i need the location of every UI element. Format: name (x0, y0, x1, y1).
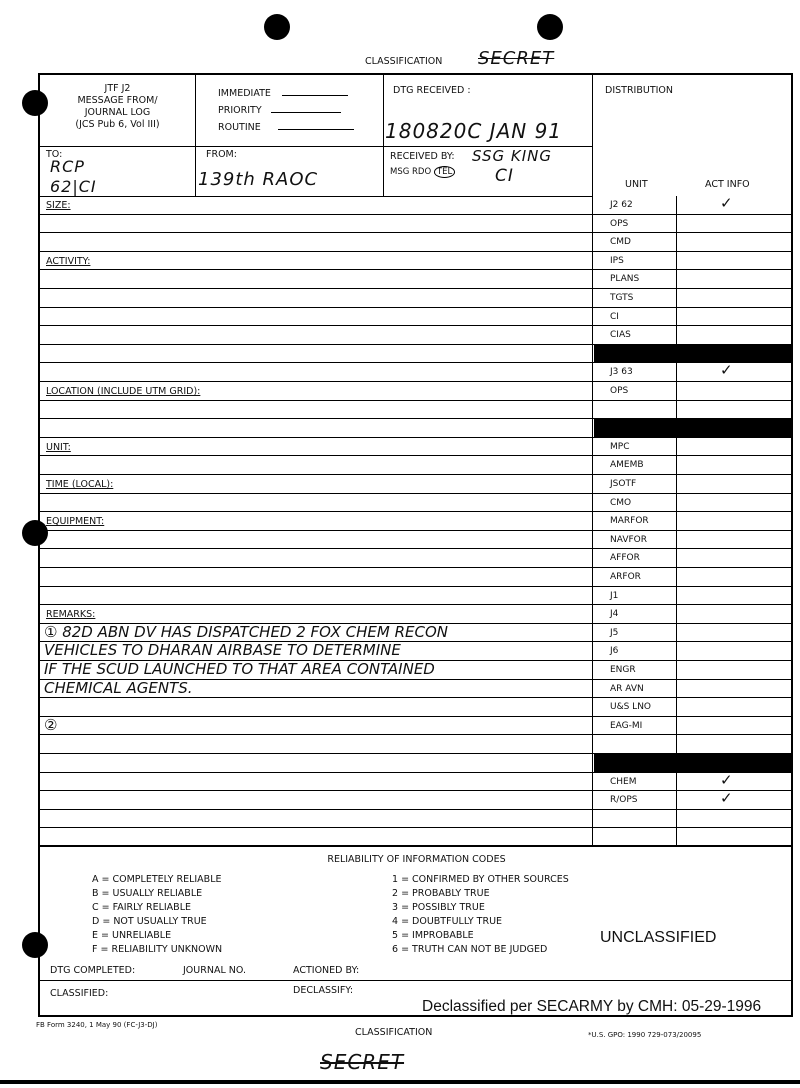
distribution-unit: EAG-MI (610, 720, 643, 731)
log-row (40, 363, 793, 382)
log-row (40, 791, 793, 810)
top-classification-handwritten: SECRET (478, 48, 555, 69)
reliability-number-codes: 1 = CONFIRMED BY OTHER SOURCES 2 = PROBABLY TRUE 3 = POSSIBLY TRUE 4 = DOUBTFULLY TRUE 5 = IMPROBABLE 6 = TRUTH CAN NOT BE JUDGED (392, 874, 569, 955)
field-label: ACTIVITY: (46, 255, 91, 267)
log-row (40, 289, 793, 308)
punch-hole (264, 14, 290, 40)
log-row (40, 587, 793, 606)
distribution-unit: IPS (610, 255, 624, 266)
tel-circled[interactable]: TEL (434, 166, 455, 178)
log-row (40, 512, 793, 531)
blackout-bar (594, 345, 793, 363)
message-form (38, 73, 793, 1017)
log-row (40, 419, 793, 438)
distribution-unit: AR AVN (610, 683, 644, 694)
to-value[interactable]: RCP (50, 157, 85, 176)
distribution-unit: J1 (610, 590, 619, 601)
received-by-value[interactable]: SSG KING (472, 147, 553, 165)
distribution-unit: OPS (610, 386, 629, 396)
to-value-unit[interactable]: 62|CI (50, 177, 97, 196)
field-label: LOCATION (INCLUDE UTM GRID): (46, 386, 201, 397)
check-mark-icon[interactable]: ✓ (720, 361, 733, 380)
distribution-unit: J5 (610, 627, 619, 638)
declassification-note: Declassified per SECARMY by CMH: 05-29-1996 (422, 998, 762, 1015)
log-row (40, 308, 793, 327)
remarks-handwritten[interactable]: IF THE SCUD LAUNCHED TO THAT AREA CONTAINED (44, 662, 435, 677)
field-label: TIME (LOCAL): (46, 479, 114, 490)
distribution-unit: R/OPS (610, 795, 638, 806)
punch-hole (537, 14, 563, 40)
log-row (40, 680, 793, 699)
log-row (40, 494, 793, 513)
classified-label: CLASSIFIED: (50, 988, 109, 999)
check-mark-icon[interactable]: ✓ (720, 789, 733, 808)
bottom-classification-label: CLASSIFICATION (355, 1027, 433, 1038)
log-row (40, 475, 793, 494)
journal-no-label: JOURNAL NO. (183, 965, 246, 976)
log-row (40, 605, 793, 624)
reliability-letter-codes: A = COMPLETELY RELIABLE B = USUALLY RELIABLE C = FAIRLY RELIABLE D = NOT USUALLY TRUE E = UNRELIABLE F = RELIABILITY UNKNOWN (92, 874, 223, 955)
log-row (40, 568, 793, 587)
log-row (40, 549, 793, 568)
log-row (40, 215, 793, 234)
log-row (40, 810, 793, 829)
dtg-received-label: DTG RECEIVED : (393, 85, 471, 96)
distribution-unit: MPC (610, 441, 630, 452)
remarks-handwritten[interactable]: CHEMICAL AGENTS. (44, 680, 193, 696)
unclassified-stamp: UNCLASSIFIED (600, 929, 717, 946)
remarks-handwritten[interactable]: ① 82D ABN DV HAS DISPATCHED 2 FOX CHEM RECON (44, 624, 448, 640)
dtg-received-value[interactable]: 180820C JAN 91 (385, 119, 563, 143)
check-mark-icon[interactable]: ✓ (720, 770, 733, 789)
actioned-by-label: ACTIONED BY: (293, 965, 360, 976)
distribution-unit: J6 (610, 646, 619, 657)
distribution-unit: OPS (610, 218, 629, 229)
log-row (40, 196, 793, 215)
distribution-unit: JSOTF (610, 479, 637, 489)
log-row (40, 456, 793, 475)
distribution-unit: J2 62 (610, 200, 633, 210)
distribution-unit: NAVFOR (610, 534, 647, 545)
distribution-unit: J4 (610, 609, 619, 620)
msg-rdo-label: MSG RDO TEL (390, 167, 455, 177)
distribution-unit: CHEM (610, 776, 637, 787)
distribution-unit: AMEMB (610, 460, 644, 471)
remarks-handwritten[interactable]: VEHICLES TO DHARAN AIRBASE TO DETERMINE (44, 643, 401, 659)
from-value[interactable]: 139th RAOC (198, 169, 319, 190)
dtg-completed-label: DTG COMPLETED: (50, 965, 136, 976)
distribution-unit: ARFOR (610, 572, 641, 582)
field-label: SIZE: (46, 200, 71, 211)
distribution-unit: CI (610, 311, 619, 322)
distribution-unit: TGTS (610, 293, 634, 303)
bottom-classification-handwritten: SECRET (320, 1050, 405, 1074)
log-row (40, 642, 793, 661)
precedence-priority[interactable]: PRIORITY (218, 102, 354, 119)
distribution-unit: CMO (610, 497, 632, 508)
log-row (40, 735, 793, 754)
log-row (40, 661, 793, 680)
distribution-unit: AFFOR (610, 553, 640, 564)
log-row (40, 345, 793, 364)
log-row (40, 770, 793, 792)
precedence-routine[interactable]: ROUTINE (218, 119, 354, 136)
from-label: FROM: (206, 149, 237, 160)
gpo-note: *U.S. GPO: 1990 729-073/20095 (588, 1031, 702, 1039)
distribution-unit: MARFOR (610, 516, 649, 527)
distribution-unit: PLANS (610, 274, 640, 285)
log-row (40, 252, 793, 271)
log-row (40, 401, 793, 420)
log-row (40, 698, 793, 717)
to-label: TO: (46, 149, 63, 160)
distribution-unit: J3 63 (610, 367, 633, 378)
log-row (40, 624, 793, 643)
top-classification-label: CLASSIFICATION (365, 56, 443, 67)
distribution-unit: CMD (610, 237, 631, 248)
received-unit-value[interactable]: CI (495, 166, 514, 186)
form-id: FB Form 3240, 1 May 90 (FC-J3-DJ) (36, 1021, 158, 1029)
log-row (40, 717, 793, 736)
field-label: REMARKS: (46, 609, 96, 621)
precedence-options (218, 85, 354, 136)
precedence-immediate[interactable]: IMMEDIATE (218, 85, 354, 102)
unit-column-header: UNIT (625, 179, 648, 190)
received-by-label: RECEIVED BY: (390, 151, 455, 162)
distribution-unit: U&S LNO (610, 702, 652, 713)
blackout-bar (594, 419, 793, 437)
reliability-title: RELIABILITY OF INFORMATION CODES (327, 854, 506, 865)
field-label: EQUIPMENT: (46, 516, 105, 528)
log-row (40, 531, 793, 550)
distribution-unit: ENGR (610, 665, 636, 675)
declassify-label: DECLASSIFY: (293, 985, 354, 996)
log-row (40, 233, 793, 252)
log-row (40, 382, 793, 401)
form-title: JTF J2 MESSAGE FROM/ JOURNAL LOG (JCS Pub 6, Vol III) (75, 83, 160, 130)
check-mark-icon[interactable]: ✓ (720, 194, 733, 212)
scan-edge (0, 1080, 800, 1084)
log-row (40, 326, 793, 345)
log-row (40, 270, 793, 289)
blackout-bar (594, 754, 793, 772)
distribution-unit: CIAS (610, 330, 631, 341)
log-row (40, 438, 793, 457)
log-row (40, 754, 793, 773)
field-label: UNIT: (46, 441, 71, 453)
distribution-label: DISTRIBUTION (605, 85, 674, 96)
act-info-column-header: ACT INFO (705, 179, 750, 190)
remarks-handwritten[interactable]: ② (44, 717, 58, 733)
